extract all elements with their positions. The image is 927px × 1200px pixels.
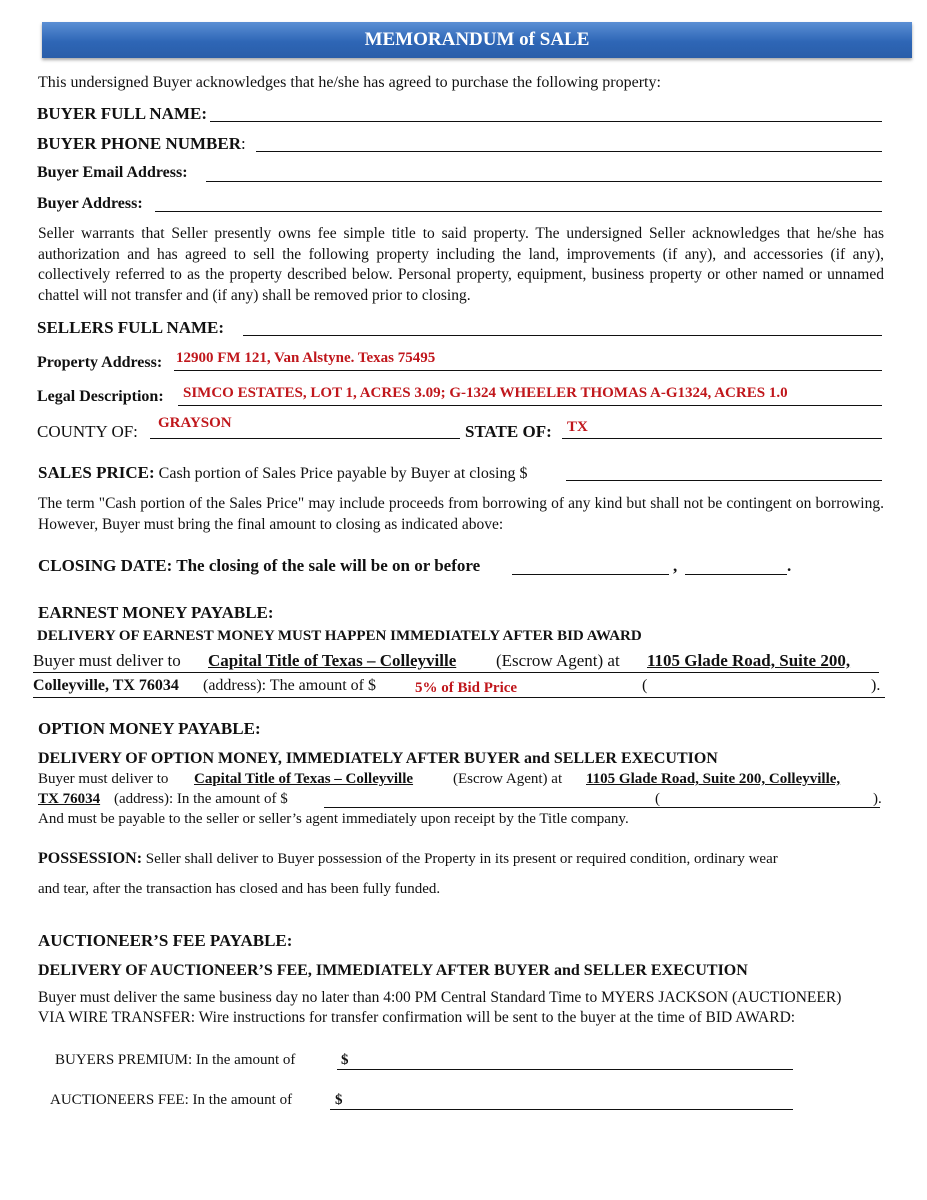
option-paren-close: ). — [873, 791, 882, 807]
sales-price-text: SALES PRICE: Cash portion of Sales Price payable by Buyer at closing $ — [38, 463, 528, 482]
buyer-address-field[interactable] — [155, 211, 882, 212]
seller-warranty-paragraph: Seller warrants that Seller presently owns fee simple title to said property. The undersigned Seller acknowledges that he/she has authorization and has agreed to sell the following property including the land, improvements (if any), and accessories (if any), collectively referred to as the property described below. Personal property, equipment, business property or other named or unnamed chattel will not transfer and (if any) shall be removed prior to closing. — [38, 225, 884, 304]
auctioneers-fee-field[interactable] — [330, 1109, 793, 1110]
auctioneer-subheading: DELIVERY OF AUCTIONEER’S FEE, IMMEDIATELY AFTER BUYER and SELLER EXECUTION — [38, 962, 748, 979]
closing-date-field[interactable] — [512, 574, 669, 575]
auctioneers-fee-dollar: $ — [335, 1092, 343, 1108]
buyers-premium-dollar: $ — [341, 1052, 349, 1068]
option-amount-label: (address): In the amount of $ — [114, 791, 288, 807]
state-value: TX — [567, 419, 588, 435]
buyer-address-label: Buyer Address: — [37, 195, 143, 212]
earnest-escrow-label: (Escrow Agent) at — [496, 651, 620, 670]
option-payable-note: And must be payable to the seller or seller’s agent immediately upon receipt by the Title company. — [38, 811, 629, 827]
earnest-amount-field[interactable] — [33, 697, 885, 698]
earnest-escrow-agent: Capital Title of Texas – Colleyville — [208, 651, 457, 670]
possession-line2: and tear, after the transaction has closed and has been fully funded. — [38, 881, 441, 897]
county-field[interactable] — [150, 438, 460, 439]
earnest-amount-value: 5% of Bid Price — [415, 680, 518, 696]
option-paren-open: ( — [655, 791, 660, 807]
legal-description-label: Legal Description: — [37, 388, 164, 405]
earnest-address-line1: 1105 Glade Road, Suite 200, — [647, 651, 851, 670]
sellers-full-name-label: SELLERS FULL NAME: — [37, 318, 225, 337]
buyer-phone-label: BUYER PHONE NUMBER: — [37, 134, 246, 153]
earnest-subheading: DELIVERY OF EARNEST MONEY MUST HAPPEN IMMEDIATELY AFTER BID AWARD — [37, 628, 642, 644]
state-label: STATE OF: — [465, 422, 552, 441]
buyer-email-label: Buyer Email Address: — [37, 164, 188, 181]
option-amount-field[interactable] — [324, 807, 880, 808]
earnest-line1-lead: Buyer must deliver to — [33, 651, 181, 670]
closing-year-field[interactable] — [685, 574, 787, 575]
property-address-field[interactable] — [174, 370, 882, 371]
auctioneer-instructions: Buyer must deliver the same business day no later than 4:00 PM Central Standard Time to MYERS JACKSON (AUCTIONEER) VIA WIRE TRANSFER: Wire instructions for transfer confirmation will be sent to the buyer at the time of BID AWARD: — [38, 989, 842, 1026]
legal-description-field[interactable] — [178, 405, 882, 406]
option-subheading: DELIVERY OF OPTION MONEY, IMMEDIATELY AFTER BUYER and SELLER EXECUTION — [38, 750, 718, 767]
earnest-address-line2: Colleyville, TX 76034 — [33, 677, 179, 694]
county-value: GRAYSON — [158, 415, 232, 431]
sales-price-note: The term "Cash portion of the Sales Price" may include proceeds from borrowing of any kind but shall not be contingent on borrowing. However, Buyer must bring the final amount to closing as indicated above: — [38, 495, 884, 533]
sellers-full-name-field[interactable] — [243, 335, 882, 336]
option-address-line2: TX 76034 — [38, 791, 101, 807]
earnest-amount-label: (address): The amount of $ — [203, 677, 376, 694]
earnest-heading: EARNEST MONEY PAYABLE: — [38, 603, 274, 622]
auctioneer-heading: AUCTIONEER’S FEE PAYABLE: — [38, 931, 293, 950]
possession-line1: POSSESSION: Seller shall deliver to Buyer possession of the Property in its present or required condition, ordinary wear — [38, 850, 778, 867]
earnest-line1-rule — [33, 672, 879, 673]
property-address-value: 12900 FM 121, Van Alstyne. Texas 75495 — [176, 350, 436, 366]
property-address-label: Property Address: — [37, 354, 163, 371]
earnest-paren-open: ( — [642, 677, 648, 694]
buyer-full-name-field[interactable] — [210, 121, 882, 122]
buyer-phone-field[interactable] — [256, 151, 882, 152]
closing-comma: , — [673, 556, 678, 575]
option-heading: OPTION MONEY PAYABLE: — [38, 719, 261, 738]
county-label: COUNTY OF: — [37, 422, 138, 441]
buyers-premium-field[interactable] — [337, 1069, 793, 1070]
closing-date-text: CLOSING DATE: The closing of the sale will be on or before — [38, 556, 481, 575]
buyers-premium-label: BUYERS PREMIUM: In the amount of — [55, 1052, 296, 1068]
state-field[interactable] — [562, 438, 882, 439]
sales-price-field[interactable] — [566, 480, 882, 481]
buyer-email-field[interactable] — [206, 181, 882, 182]
closing-period: . — [787, 556, 792, 575]
earnest-paren-close: ). — [871, 677, 881, 694]
option-address-line1: 1105 Glade Road, Suite 200, Colleyville, — [586, 771, 841, 787]
option-line1-lead: Buyer must deliver to — [38, 771, 169, 787]
intro-text: This undersigned Buyer acknowledges that he/she has agreed to purchase the following property: — [38, 74, 661, 91]
option-escrow-agent: Capital Title of Texas – Colleyville — [194, 771, 414, 787]
legal-description-value: SIMCO ESTATES, LOT 1, ACRES 3.09; G-1324 WHEELER THOMAS A-G1324, ACRES 1.0 — [183, 385, 788, 401]
auctioneers-fee-label: AUCTIONEERS FEE: In the amount of — [50, 1092, 293, 1108]
option-escrow-label: (Escrow Agent) at — [453, 771, 563, 787]
memorandum-title: MEMORANDUM of SALE — [42, 22, 912, 58]
buyer-full-name-label: BUYER FULL NAME: — [37, 104, 208, 123]
